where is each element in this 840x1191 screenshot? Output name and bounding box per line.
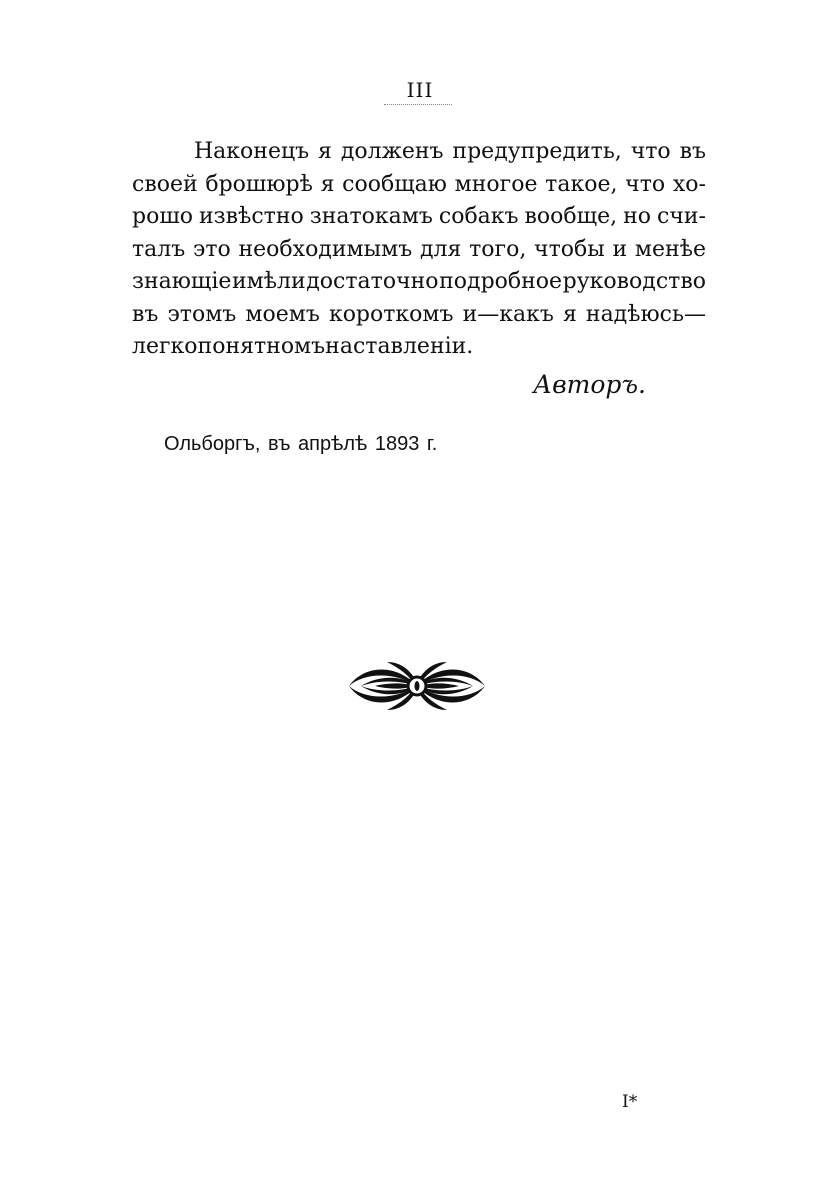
word: предупредить, [452,139,622,164]
word: что [625,171,666,197]
word: руководство [562,269,706,294]
text-line [132,169,706,202]
word: легко [132,334,198,359]
word: это [193,236,231,262]
word: и—какъ [462,301,554,327]
author-signature: Авторъ. [533,370,646,399]
word: вообще, [524,204,618,229]
word: чтобы [534,236,605,262]
word: я [320,171,335,197]
place-date-line: Ольборгъ, въ апрѣлѣ 1893 г. [164,433,438,455]
word: рошо [132,204,194,229]
word: счи- [657,204,706,229]
page-number: III [406,78,434,102]
text-line [132,201,706,234]
word: что [630,139,671,164]
word: въ [679,139,706,164]
page-number-rule [384,104,452,105]
floral-ornament-icon [347,660,487,712]
word: надѣюсь— [585,301,706,327]
word: извѣстно [199,204,304,229]
text-line [132,234,706,267]
word: необходимымъ [238,236,413,262]
word: наставленіи. [325,334,474,359]
word: брошюрѣ [205,171,313,197]
word: менѣе [634,236,706,262]
text-line [132,299,706,332]
word: талъ [132,236,186,262]
word: я [562,301,577,327]
text-line [132,266,706,299]
word: того, [469,236,527,262]
word: понятномъ [197,334,326,359]
word: подробное [439,269,563,294]
word: моемъ [245,301,320,327]
word: сообщаю [342,171,447,197]
text-line [132,331,706,364]
word: въ [132,301,159,327]
word: такое, [545,171,618,197]
word: Наконецъ [194,139,310,164]
word: своей [132,171,198,197]
text-line [132,136,706,169]
word: хо- [672,171,706,197]
word: имѣли [232,269,306,294]
word: долженъ [340,139,444,164]
word: для [419,236,462,262]
word: знающіе [132,269,232,294]
preface-paragraph [132,136,706,364]
word: этомъ [167,301,237,327]
word: многое [454,171,538,197]
word: собакъ [438,204,519,229]
word: я [318,139,332,164]
word: достаточно [306,269,439,294]
word: короткомъ [328,301,454,327]
folio-mark: I* [622,1092,638,1112]
word: знатокамъ [309,204,433,229]
word: но [623,204,652,229]
word: и [612,236,628,262]
